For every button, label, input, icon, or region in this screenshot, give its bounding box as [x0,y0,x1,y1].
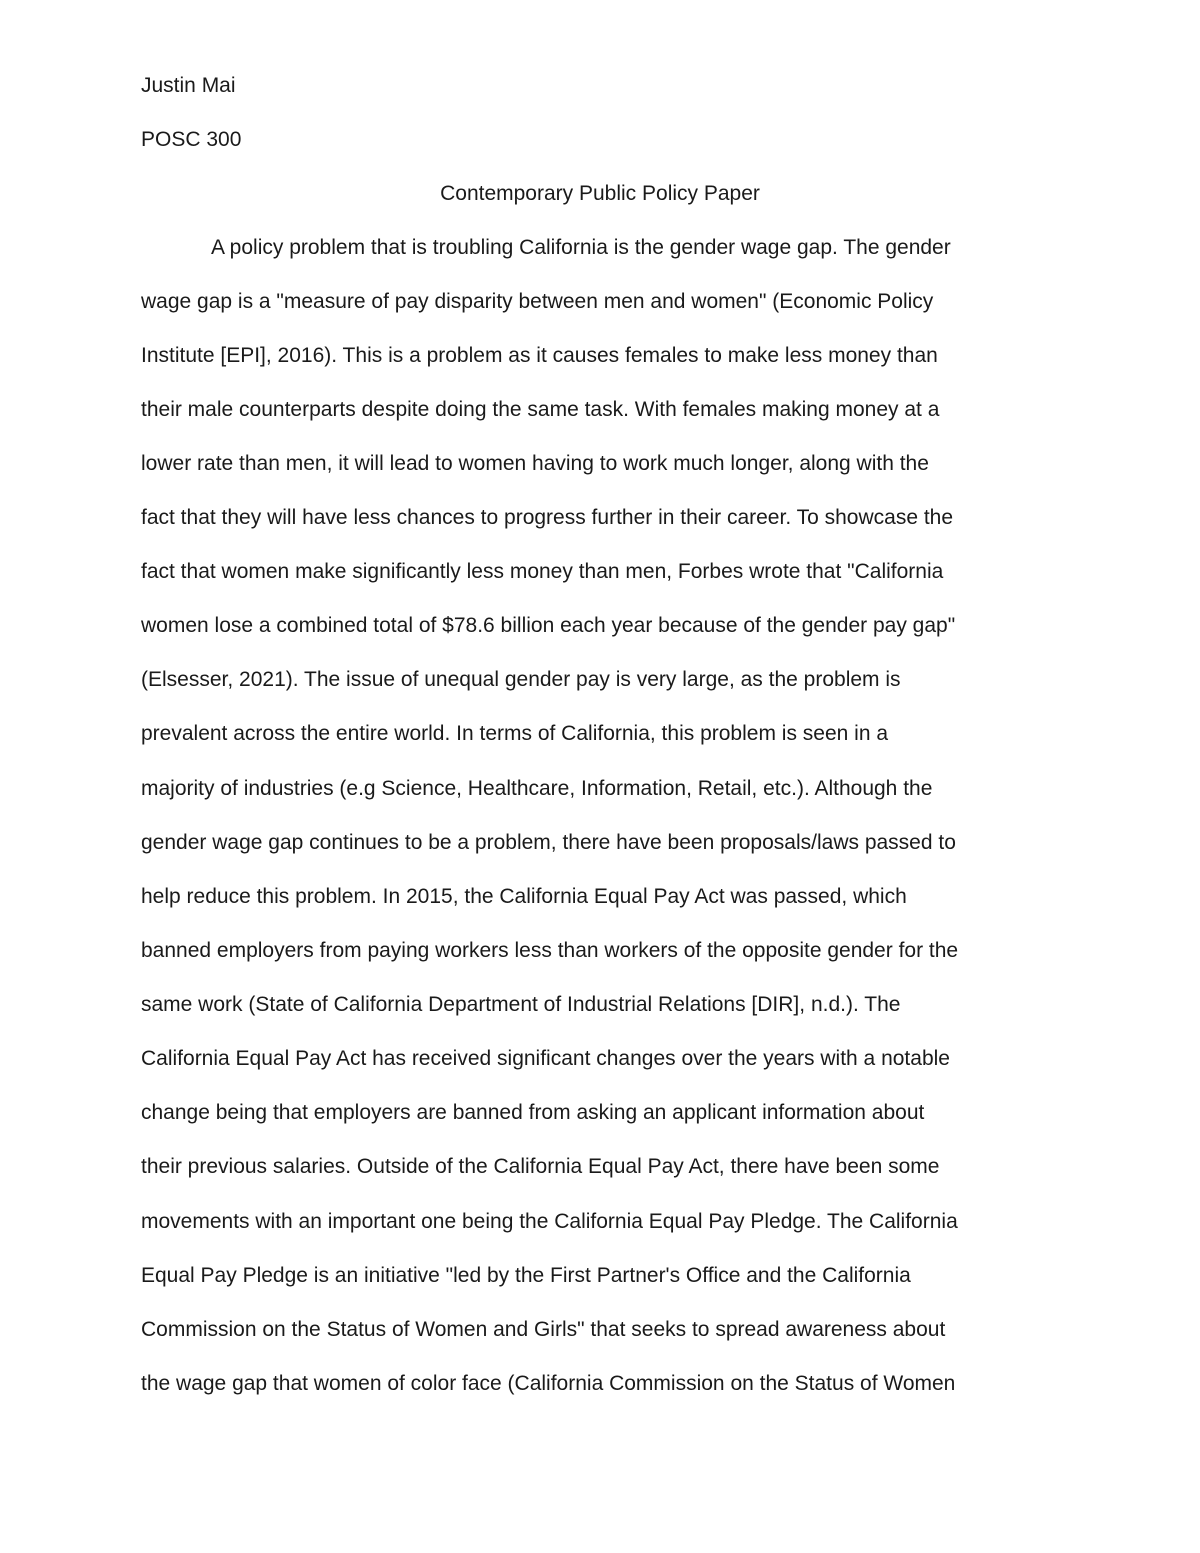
body-line: the wage gap that women of color face (California Commission on the Status of Women [141,1372,956,1395]
body-line: same work (State of California Department of Industrial Relations [DIR], n.d.). The [141,993,901,1016]
body-line: majority of industries (e.g Science, Healthcare, Information, Retail, etc.). Although the [141,777,933,800]
body-line: lower rate than men, it will lead to women having to work much longer, along with the [141,452,929,475]
body-line: women lose a combined total of $78.6 billion each year because of the gender pay gap" [141,614,956,637]
body-line: (Elsesser, 2021). The issue of unequal gender pay is very large, as the problem is [141,668,901,691]
body-line: California Equal Pay Act has received significant changes over the years with a notable [141,1047,950,1070]
body-line: Equal Pay Pledge is an initiative "led by the First Partner's Office and the California [141,1264,911,1287]
body-line: A policy problem that is troubling California is the gender wage gap. The gender [211,236,951,259]
body-line: prevalent across the entire world. In terms of California, this problem is seen in a [141,722,889,745]
body-line: fact that they will have less chances to progress further in their career. To showcase the [141,506,954,529]
author-name: Justin Mai [141,74,236,97]
body-line: help reduce this problem. In 2015, the California Equal Pay Act was passed, which [141,885,907,908]
body-line: change being that employers are banned from asking an applicant information about [141,1101,925,1124]
body-line: banned employers from paying workers less than workers of the opposite gender for the [141,939,959,962]
body-line: Commission on the Status of Women and Girls" that seeks to spread awareness about [141,1318,946,1341]
body-line: wage gap is a "measure of pay disparity between men and women" (Economic Policy [141,290,934,313]
body-line: gender wage gap continues to be a problem, there have been proposals/laws passed to [141,831,956,854]
body-line: Institute [EPI], 2016). This is a problem as it causes females to make less money than [141,344,938,367]
body-line: movements with an important one being the California Equal Pay Pledge. The California [141,1210,958,1233]
body-line: their previous salaries. Outside of the California Equal Pay Act, there have been some [141,1155,940,1178]
course-code: POSC 300 [141,128,242,151]
paper-title: Contemporary Public Policy Paper [440,182,760,205]
body-line: their male counterparts despite doing the same task. With females making money at a [141,398,940,421]
body-line: fact that women make significantly less money than men, Forbes wrote that "California [141,560,944,583]
